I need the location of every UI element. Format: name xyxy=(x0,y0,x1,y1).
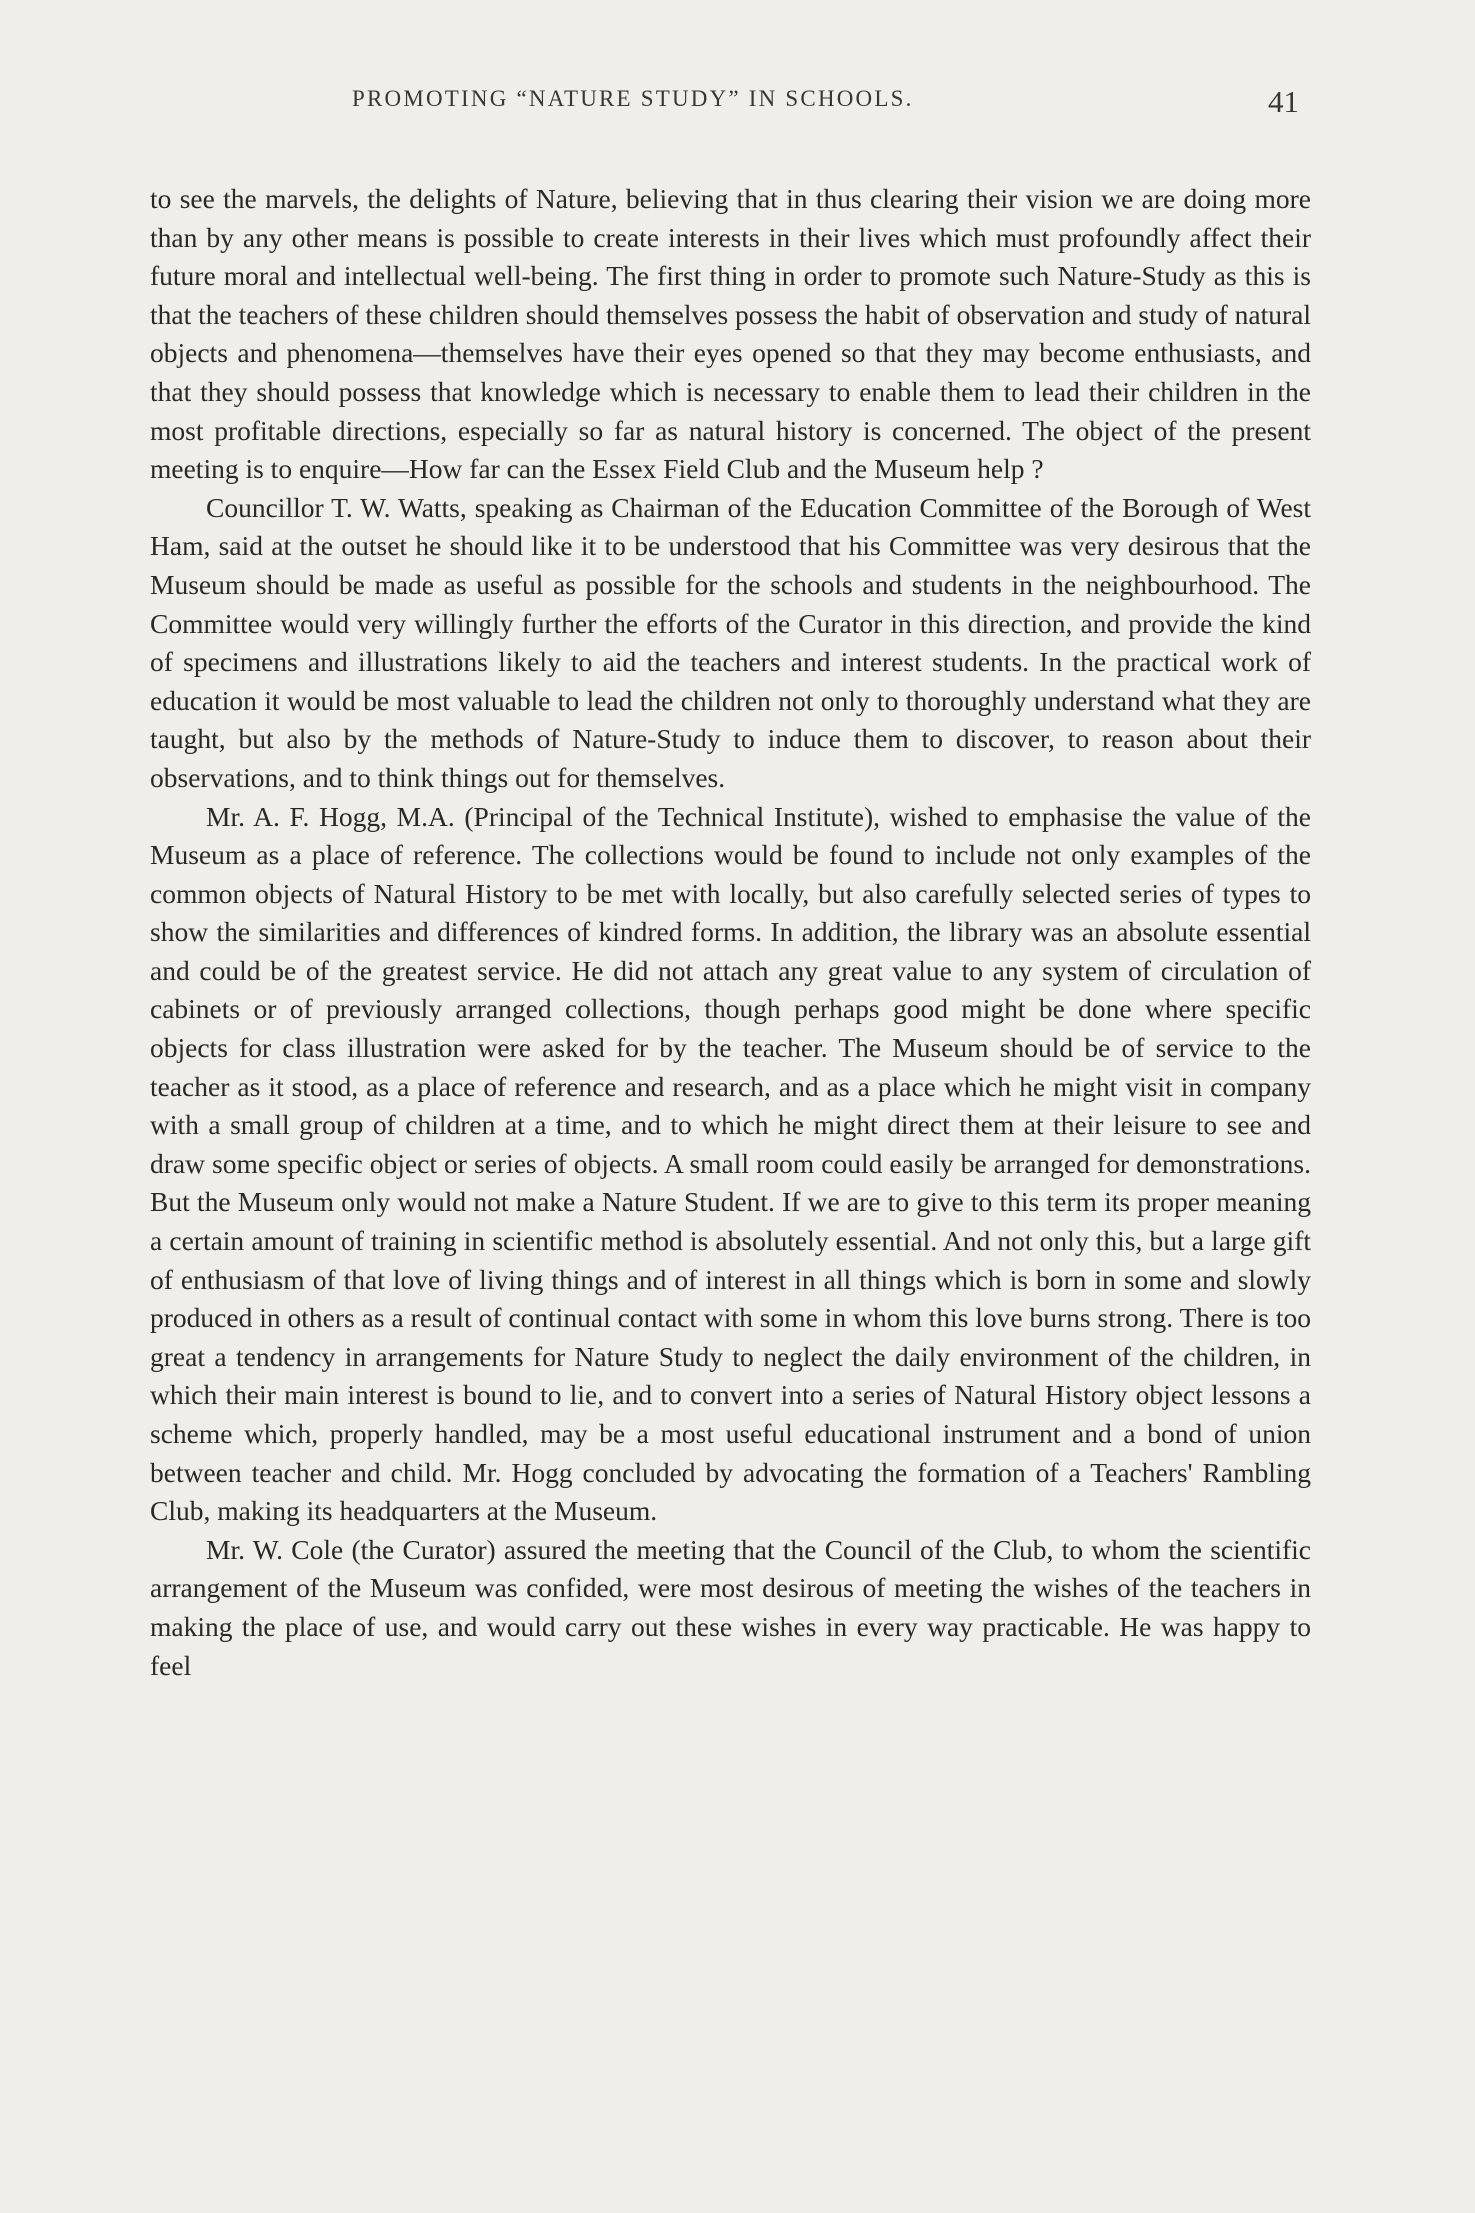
body-text xyxy=(150,180,1311,1685)
paragraph-watts: Councillor T. W. Watts, speaking as Chairman of the Education Committee of the Borough of West Ham, said at the outset he should like it to be understood that his Committee was very desirous that the Museum should be made as useful as possible for the schools and students in the neighbourhood. The Committee would very willingly further the efforts of the Curator in this direction, and provide the kind of specimens and illustrations likely to aid the teachers and interest students. In the practical work of education it would be most valuable to lead the children not only to thoroughly understand what they are taught, but also by the methods of Nature-Study to induce them to discover, to reason about their observations, and to think things out for themselves. xyxy=(150,491,1311,793)
running-head: PROMOTING “NATURE STUDY” IN SCHOOLS. xyxy=(352,86,914,111)
paragraph-cole: Mr. W. Cole (the Curator) assured the meeting that the Council of the Club, to whom the scientific arrangement of the Museum was confided, were most desirous of meeting the wishes of the teachers in making the place of use, and would carry out these wishes in every way practicable. He was happy to feel xyxy=(150,1533,1311,1681)
page-number: 41 xyxy=(1268,84,1299,119)
paragraph-continuation: to see the marvels, the delights of Nature, believing that in thus clearing their vision we are doing more than by any other means is possible to create interests in their lives which must profoundly affect their future moral and intellectual well-being. The first thing in order to promote such Nature-Study as this is that the teachers of these children should themselves possess the habit of observation and study of natural objects and phenomena—themselves have their eyes opened so that they may become enthusiasts, and that they should possess that knowledge which is necessary to enable them to lead their children in the most profitable directions, especially so far as natural history is concerned. The object of the present meeting is to enquire—How far can the Essex Field Club and the Museum help ? xyxy=(150,183,1311,485)
paragraph-hogg: Mr. A. F. Hogg, M.A. (Principal of the Technical Institute), wished to emphasise the value of the Museum as a place of reference. The collections would be found to include not only examples of the common objects of Natural History to be met with locally, but also carefully selected series of types to show the similarities and differences of kindred forms. In addition, the library was an absolute essential and could be of the greatest service. He did not attach any great value to any system of circulation of cabinets or of previously arranged collections, though perhaps good might be done where specific objects for class illustration were asked for by the teacher. The Museum should be of service to the teacher as it stood, as a place of reference and research, and as a place which he might visit in company with a small group of children at a time, and to which he might direct them at their leisure to see and draw some specific object or series of objects. A small room could easily be arranged for demonstrations. But the Museum only would not make a Nature Student. If we are to give to this term its proper meaning a certain amount of training in scientific method is absolutely essential. And not only this, but a large gift of enthusiasm of that love of living things and of interest in all things which is born in some and slowly produced in others as a result of continual contact with some in whom this love burns strong. There is too great a tendency in arrangements for Nature Study to neglect the daily environment of the children, in which their main interest is bound to lie, and to convert into a series of Natural History object lessons a scheme which, properly handled, may be a most useful educational instrument and a bond of union between teacher and child. Mr. Hogg concluded by advocating the formation of a Teachers' Rambling Club, making its headquarters at the Museum. xyxy=(150,800,1311,1527)
